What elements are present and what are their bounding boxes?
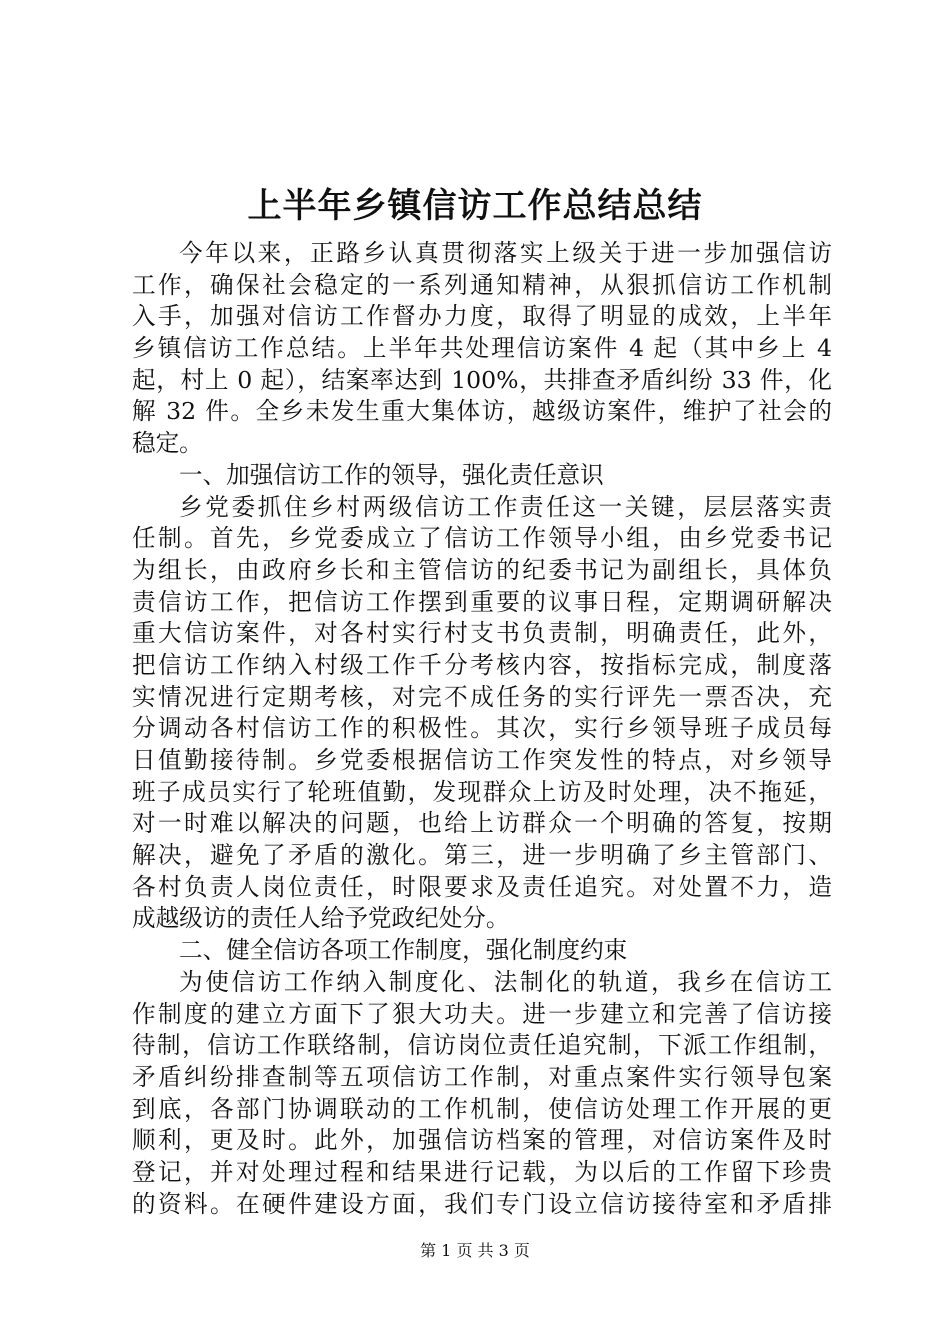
body-line: 重大信访案件，对各村实行村支书负责制，明确责任，此外，: [132, 619, 832, 648]
body-line: 实情况进行定期考核，对完不成任务的实行评先一票否决，充: [132, 682, 832, 711]
body-line: 起，村上 0 起），结案率达到 100%，共排查矛盾纠纷 33 件，化: [132, 365, 832, 394]
body-line: 把信访工作纳入村级工作千分考核内容，按指标完成，制度落: [132, 650, 832, 679]
body-line: 的资料。在硬件建设方面，我们专门设立信访接待室和矛盾排: [132, 1189, 832, 1218]
body-line: 为组长，由政府乡长和主管信访的纪委书记为副组长，具体负: [132, 555, 832, 584]
body-line: 各村负责人岗位责任，时限要求及责任追究。对处置不力，造: [132, 872, 832, 901]
body-line: 为使信访工作纳入制度化、法制化的轨道，我乡在信访工: [179, 967, 832, 996]
document-title: 上半年乡镇信访工作总结总结: [247, 186, 703, 226]
page-footer: 第 1 页 共 3 页: [420, 1241, 530, 1260]
section-heading: 一、加强信访工作的领导，强化责任意识: [179, 460, 604, 489]
body-line: 入手，加强对信访工作督办力度，取得了明显的成效，上半年: [132, 302, 832, 331]
body-line: 矛盾纠纷排查制等五项信访工作制，对重点案件实行领导包案: [132, 1062, 832, 1091]
body-line: 稳定。: [132, 429, 203, 458]
body-line: 解决，避免了矛盾的激化。第三，进一步明确了乡主管部门、: [132, 841, 832, 870]
body-line: 工作，确保社会稳定的一系列通知精神，从狠抓信访工作机制: [132, 270, 832, 299]
body-line: 解 32 件。全乡未发生重大集体访，越级访案件，维护了社会的: [132, 397, 832, 426]
body-line: 成越级访的责任人给予党政纪处分。: [132, 904, 510, 933]
body-line: 今年以来，正路乡认真贯彻落实上级关于进一步加强信访: [179, 239, 832, 267]
body-line: 分调动各村信访工作的积极性。其次，实行乡领导班子成员每: [132, 714, 832, 743]
section-heading: 二、健全信访各项工作制度，强化制度约束: [179, 936, 628, 965]
body-line: 日值勤接待制。乡党委根据信访工作突发性的特点，对乡领导: [132, 746, 832, 774]
body-line: 登记，并对处理过程和结果进行记载，为以后的工作留下珍贵: [132, 1157, 832, 1186]
body-line: 班子成员实行了轮班值勤，发现群众上访及时处理，决不拖延，: [132, 777, 832, 806]
body-line: 乡镇信访工作总结。上半年共处理信访案件 4 起（其中乡上 4: [132, 334, 832, 363]
body-line: 顺利，更及时。此外，加强信访档案的管理，对信访案件及时: [132, 1126, 832, 1155]
body-line: 待制，信访工作联络制，信访岗位责任追究制，下派工作组制，: [132, 1031, 832, 1060]
body-line: 任制。首先，乡党委成立了信访工作领导小组，由乡党委书记: [132, 524, 832, 553]
document-body: [132, 238, 832, 1220]
body-line: 到底，各部门协调联动的工作机制，使信访处理工作开展的更: [132, 1094, 832, 1123]
body-line: 乡党委抓住乡村两级信访工作责任这一关键，层层落实责: [179, 492, 832, 521]
body-line: 作制度的建立方面下了狠大功夫。进一步建立和完善了信访接: [132, 999, 832, 1028]
body-line: 责信访工作，把信访工作摆到重要的议事日程，定期调研解决: [132, 587, 832, 616]
body-line: 对一时难以解决的问题，也给上访群众一个明确的答复，按期: [132, 809, 832, 838]
